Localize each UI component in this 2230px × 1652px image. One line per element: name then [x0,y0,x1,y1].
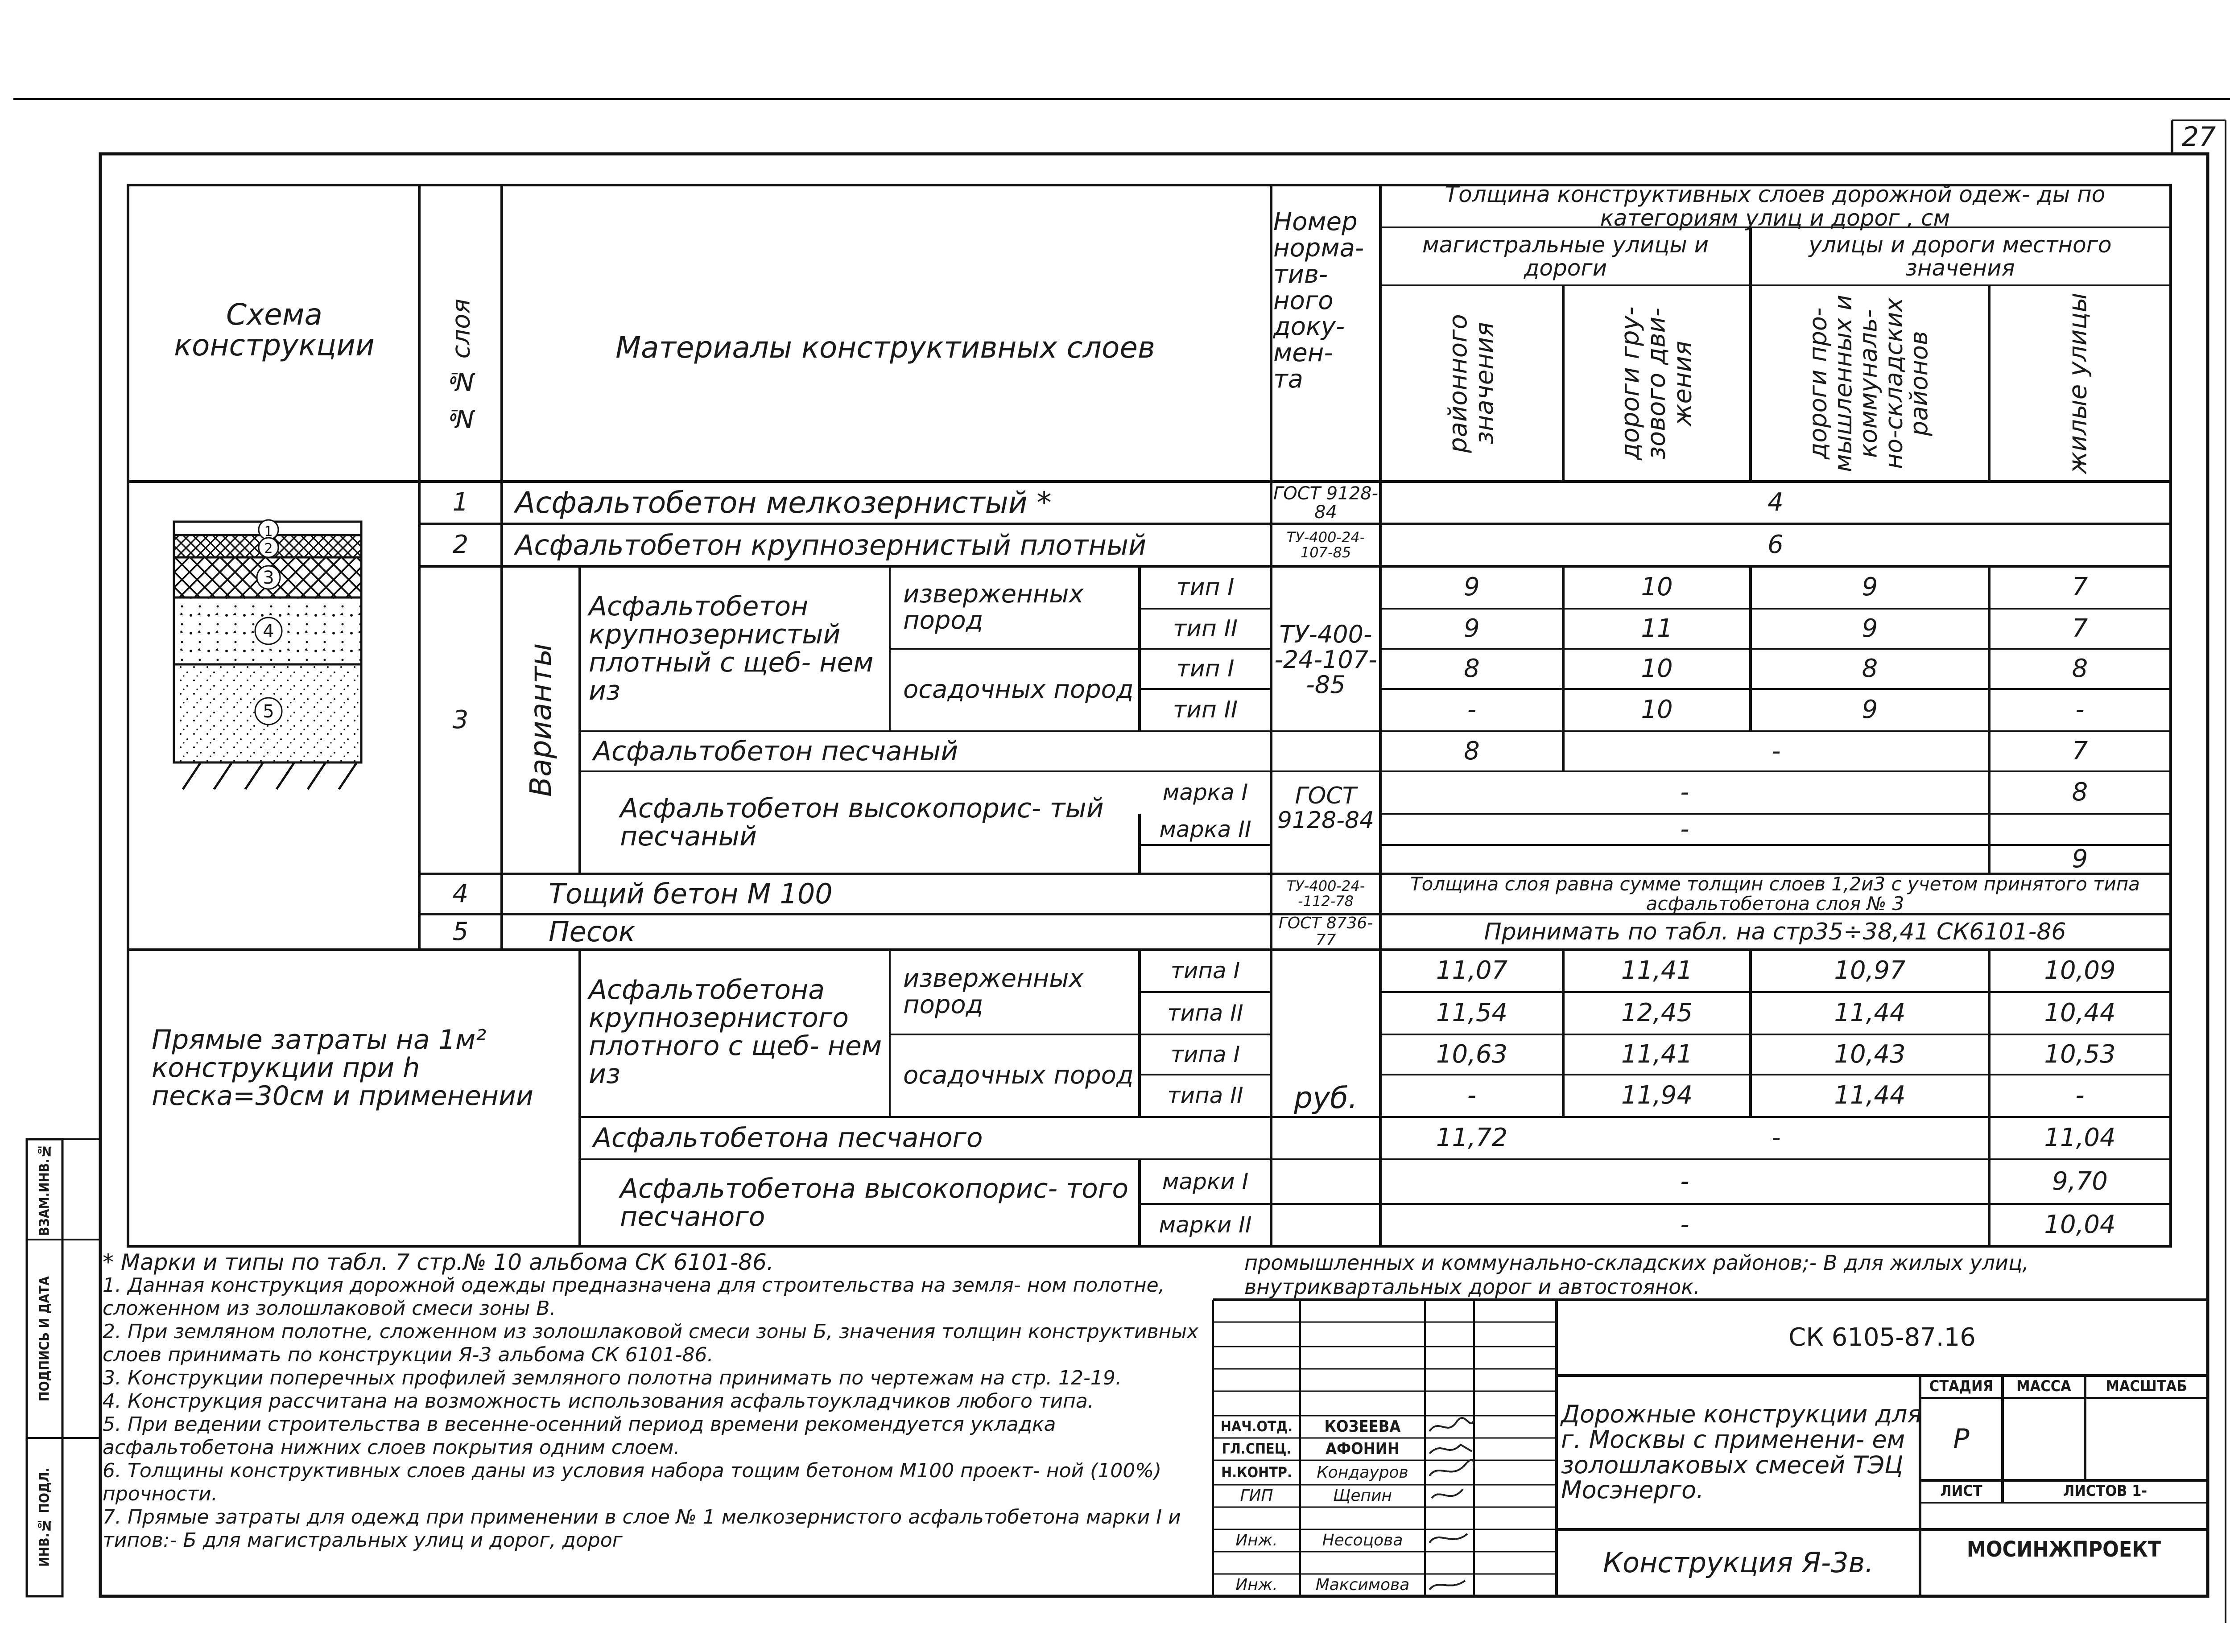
value: 8 [2072,778,2088,807]
layer-3-grade-2: марка II [1159,816,1251,842]
header-col-residential: жилые улицы [2063,292,2093,474]
cost-value: - [1680,1210,1689,1240]
header-col-freight: дороги гру- зового дви- жения [1615,306,1697,461]
construction-scheme-drawing [152,504,419,825]
cost-value: 10,43 [1834,1039,1906,1069]
note-6: 6. Толщины конструктивных слоев даны из условия набора тощим бетоном М100 проект- ной (100%) прочности. [103,1459,1162,1505]
side-stamp-signature-date: ПОДПИСЬ И ДАТА [37,1276,53,1401]
note-footnote: * Марки и типы по табл. 7 стр.№ 10 альбома СК 6101-86. [103,1249,774,1275]
costs-asphalt-main: Асфальтобетона крупнозернистого плотного с щеб- нем из [589,974,882,1090]
value: 10 [1641,654,1673,683]
layer-3-type-2a: тип II [1173,615,1238,642]
value: - [2075,695,2085,725]
header-group-local: улицы и дороги местного значения [1809,231,2112,281]
cost-value: - [1680,1166,1689,1196]
note-3: 3. Конструкции поперечных профилей земляного полотна принимать по чертежам на стр. 12-19. [103,1367,1122,1389]
scheme-marker-2: 2 [264,541,273,556]
layer-3-type-2b: тип II [1173,696,1238,724]
side-stamp-original-inventory: ИНВ.№ ПОДЛ. [37,1467,53,1567]
value: 8 [1464,654,1480,683]
signer-name: Несоцова [1322,1531,1403,1550]
stamp-stage-header: СТАДИЯ [1929,1377,1994,1396]
layer-1-thickness: 4 [1767,488,1784,517]
scheme-marker-1: 1 [264,524,273,540]
layer-3-gost: ГОСТ 9128-84 [1277,782,1375,834]
stamp-scale-header: МАСШТАБ [2106,1377,2187,1396]
value: - [1680,814,1689,844]
stamp-mass-header: МАССА [2016,1377,2071,1396]
scheme-marker-3: 3 [263,568,274,588]
cost-value: 10,97 [1834,956,1906,985]
header-col-industrial: дороги про- мышленных и коммуналь- но-складских районов [1804,295,1933,472]
stamp-stage-value: Р [1953,1423,1970,1454]
header-normative-document: Номер норма- тив- ного доку- мен- та [1273,207,1364,394]
note-5: 5. При ведении строительства в весенне-осенний период времени рекомендуется укладка асфальтобетона нижних слоев покрытия одним слоем. [103,1413,1056,1459]
costs-sedimentary: осадочных пород [903,1061,1134,1090]
cost-value: 10,09 [2044,956,2116,985]
cost-value: 11,07 [1436,956,1508,985]
value: 7 [2072,573,2088,602]
cost-value: 10,53 [2044,1039,2116,1069]
cost-value: - [2075,1081,2085,1110]
value: - [1680,778,1689,807]
layer-3-number: 3 [452,705,469,734]
stamp-title: Дорожные конструкции для г. Москвы с применени- ем золошлаковых смесей ТЭЦ Мосэнерго. [1561,1400,1922,1504]
value: 9 [1464,573,1480,602]
cost-value: 11,41 [1621,1039,1693,1069]
header-thickness-title: Толщина конструктивных слоев дорожной одеж- ды по категориям улиц и дорог , см [1445,181,2106,231]
layer-1-number: 1 [452,488,469,517]
stamp-subtitle: Конструкция Я-3в. [1603,1546,1874,1579]
costs-grade-2: марки II [1159,1212,1252,1238]
layer-4-number: 4 [452,879,469,908]
layer-5-number: 5 [452,917,469,946]
notes-continuation: промышленных и коммунально-складских районов;- В для жилых улиц, внутриквартальных дорог и автостоянок. [1244,1251,2029,1299]
layer-3-sand: Асфальтобетон песчаный [593,735,958,767]
signer-name: Щепин [1333,1487,1392,1505]
cost-value: 12,45 [1621,998,1693,1028]
layer-2-material: Асфальтобетон крупнозернистый плотный [515,528,1147,561]
cost-value: - [1467,1081,1477,1110]
value: 9 [1464,614,1480,643]
signer-role: ГИП [1240,1487,1273,1505]
costs-high-porous: Асфальтобетона высокопорис- того песчаного [620,1173,1129,1232]
scheme-marker-5: 5 [263,701,274,722]
layer-3-document: ТУ-400- -24-107- -85 [1274,620,1377,699]
header-layer-number: № № слоя [446,298,476,433]
cost-value: 10,04 [2044,1210,2116,1240]
note-4: 4. Конструкция рассчитана на возможность использования асфальтоукладчиков любого типа. [103,1390,1094,1413]
cost-value: 11,44 [1834,1081,1906,1110]
value: - [1772,736,1781,766]
layer-3-igneous: изверженных пород [903,579,1084,635]
value: 8 [1862,654,1878,683]
value: 7 [2072,614,2088,643]
layer-3-asphalt-main: Асфальтобетон крупнозернистый плотный с щеб- нем из [589,591,874,706]
layer-1-document: ГОСТ 9128-84 [1273,483,1379,523]
costs-type-1b: типа I [1170,1041,1240,1067]
cost-value: 9,70 [2052,1166,2108,1196]
cost-value: 10,63 [1436,1039,1508,1069]
costs-sand: Асфальтобетона песчаного [593,1122,983,1154]
signer-name: АФОНИН [1325,1440,1400,1458]
notes [103,1251,1204,1552]
value: 9 [2072,845,2088,874]
value: 7 [2072,736,2088,766]
cost-value: 11,72 [1436,1123,1508,1153]
cost-value: 10,44 [2044,998,2116,1028]
costs-label: Прямые затраты на 1м² конструкции при h песка=30см и применении [152,1024,533,1112]
layer-2-number: 2 [452,530,469,560]
costs-type-1a: типа I [1170,958,1240,984]
stamp-sheet-header: ЛИСТ [1940,1482,1982,1500]
value: 8 [1464,736,1480,766]
layer-3-high-porous: Асфальтобетон высокопорис- тый песчаный [620,793,1104,852]
layer-4-material: Тощий бетон М 100 [549,877,833,910]
value: 10 [1641,695,1673,725]
costs-type-2b: типа II [1167,1083,1243,1109]
header-scheme: Схема конструкции [174,297,375,363]
cost-value: - [1772,1123,1781,1153]
value: - [1467,695,1477,725]
value: 9 [1862,695,1878,725]
note-2: 2. При земляном полотне, сложенном из золошлаковой смеси зоны Б, значения толщин конструктивных слоев принимать по конструкции Я-3 альбома СК 6101-86. [103,1320,1199,1366]
costs-grade-1: марки I [1162,1168,1249,1195]
value: 9 [1862,573,1878,602]
value: 8 [2072,654,2088,683]
layer-5-document: ГОСТ 8736-77 [1278,914,1373,949]
signer-role: Инж. [1235,1531,1278,1550]
value: 10 [1641,573,1673,602]
value: 11 [1641,614,1673,643]
cost-value: 11,04 [2044,1123,2116,1153]
layer-4-thickness-note: Толщина слоя равна сумме толщин слоев 1,2и3 с учетом принятого типа асфальтобетона слоя № 3 [1410,873,2140,915]
layer-2-document: ТУ-400-24- 107-85 [1286,528,1365,561]
layer-5-material: Песок [549,915,636,948]
header-materials: Материалы конструктивных слоев [615,330,1155,365]
cost-value: 11,54 [1436,998,1508,1028]
layer-3-grade-1: марка I [1162,779,1248,806]
page-number: 27 [2181,121,2216,152]
signer-role: НАЧ.ОТД. [1220,1418,1293,1435]
signer-name: Кондауров [1317,1463,1408,1482]
layer-3-type-1b: тип I [1176,655,1235,682]
cost-value: 11,44 [1834,998,1906,1028]
layer-3-type-1a: тип I [1176,574,1235,601]
costs-igneous: изверженных пород [903,964,1084,1019]
signer-role: Инж. [1235,1576,1278,1594]
cost-value: 11,94 [1621,1081,1693,1110]
signer-name: КОЗЕЕВА [1324,1417,1401,1436]
signer-name: Максимова [1315,1576,1410,1594]
header-group-main: магистральные улицы и дороги [1422,231,1709,281]
stamp-organization: МОСИНЖПРОЕКТ [1966,1537,2161,1562]
header-col-district: районного значения [1444,314,1499,453]
layer-5-thickness-note: Принимать по табл. на стр35÷38,41 СК6101-86 [1484,918,2066,945]
scheme-marker-4: 4 [263,621,274,642]
layer-2-thickness: 6 [1767,530,1784,560]
handwritten-signatures [1425,1413,1478,1601]
stamp-code: СК 6105-87.16 [1788,1322,1976,1352]
costs-unit: руб. [1294,1080,1358,1115]
side-stamp-replaced-inventory: ВЗАМ.ИНВ.№ [37,1143,53,1236]
signer-role: Н.КОНТР. [1221,1463,1292,1481]
costs-type-2a: типа II [1167,1000,1243,1026]
stamp-sheets-header: ЛИСТОВ 1- [2063,1482,2147,1500]
layer-3-sedimentary: осадочных пород [903,675,1134,704]
signer-role: ГЛ.СПЕЦ. [1222,1440,1292,1458]
note-1: 1. Данная конструкция дорожной одежды предназначена для строительства на земля- ном полотне, сложенном из золошлаковой смеси зоны В. [103,1274,1165,1320]
layer-4-document: ТУ-400-24- -112-78 [1286,877,1365,910]
layer-1-material: Асфальтобетон мелкозернистый * [515,485,1052,520]
note-7: 7. Прямые затраты для одежд при применении в слое № 1 мелкозернистого асфальтобетона марки I и типов:- Б для магистральных улиц и дорог, дорог [103,1506,1181,1552]
cost-value: 11,41 [1621,956,1693,985]
value: 9 [1862,614,1878,643]
layer-3-variants-label: Варианты [523,643,558,797]
